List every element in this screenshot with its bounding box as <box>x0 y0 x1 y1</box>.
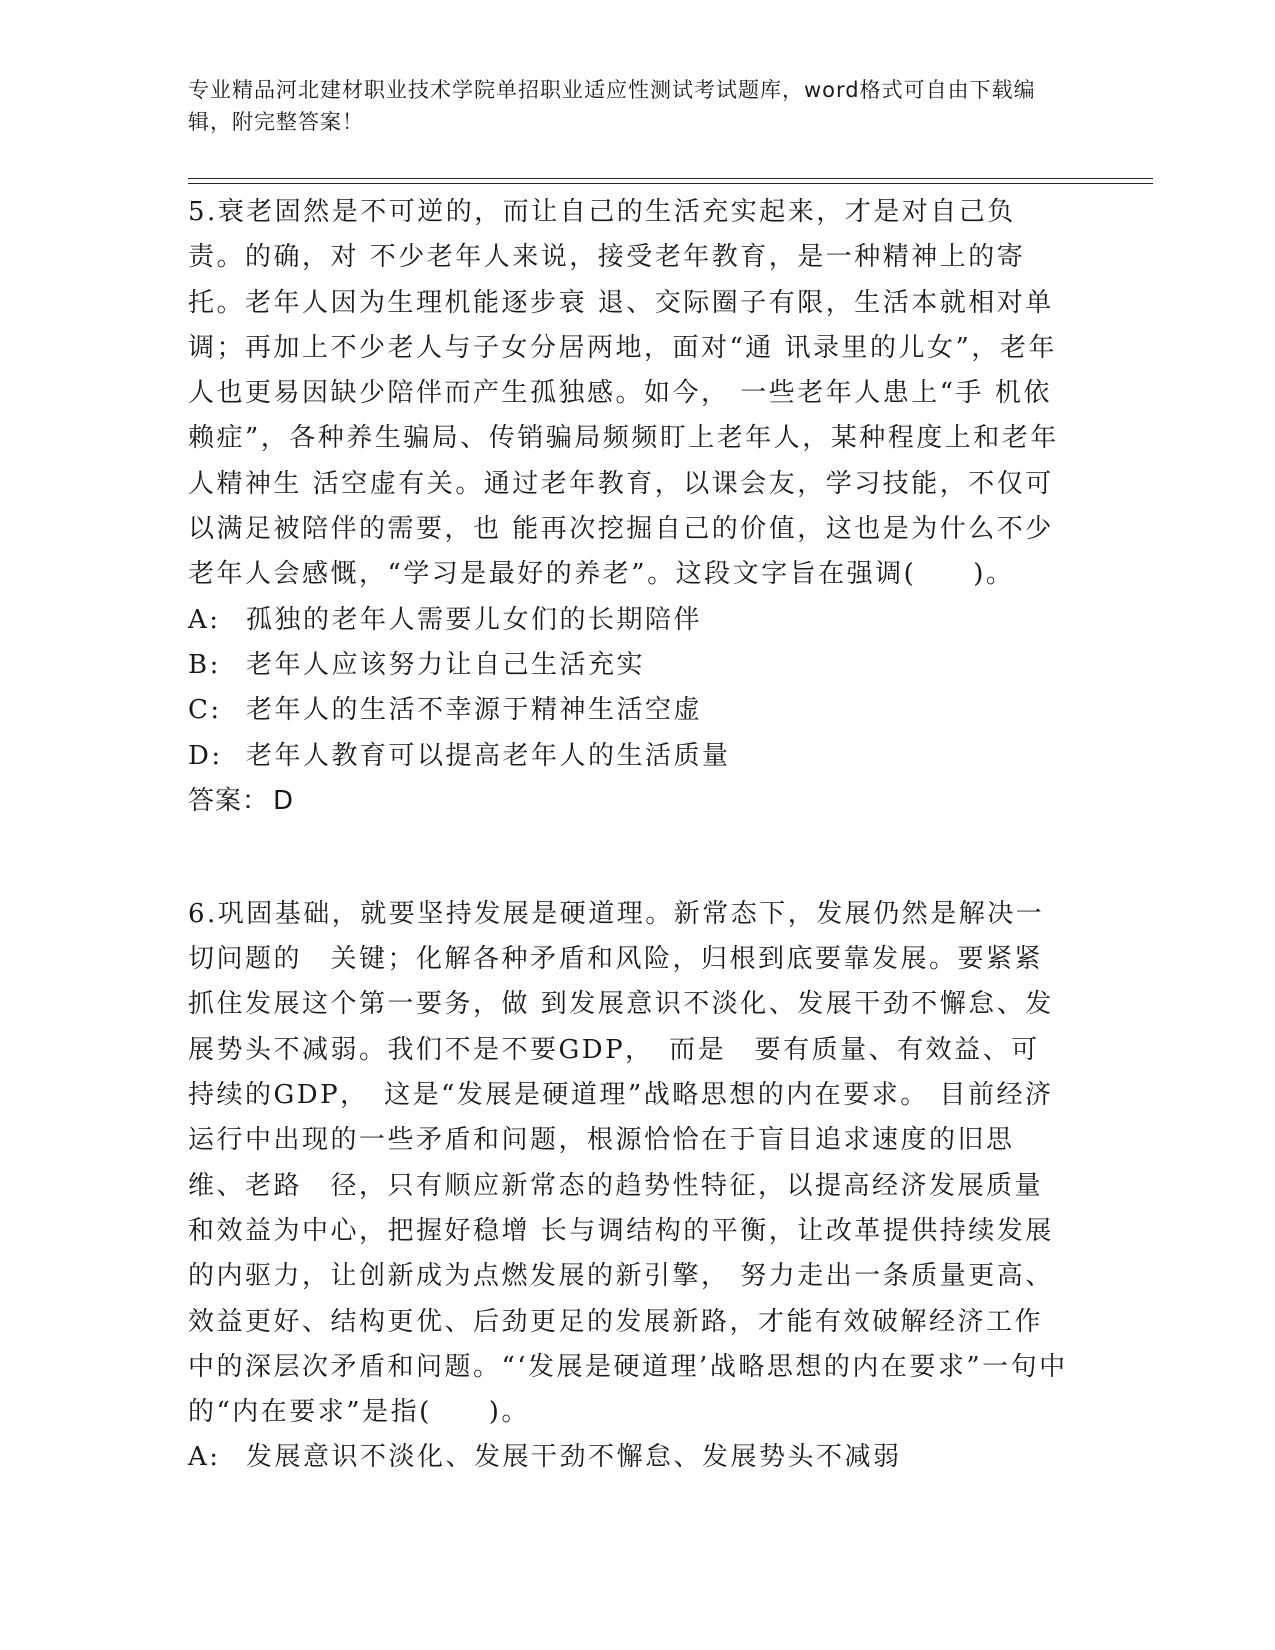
option-a <box>188 1435 1068 1480</box>
question-list <box>188 190 1068 1481</box>
option-text: 老年人教育可以提高老年人的生活质量 <box>246 740 731 771</box>
question-stem: 5.衰老固然是不可逆的，而让自己的生活充实起来，才是对自己负责。的确，对 不少老年人来说，接受老年教育，是一种精神上的寄托。老年人因为生理机能逐步衰 退、交际圈子有限，生活本就相对单调；再加上不少老人与子女分居两地，面对“通 讯录里的儿女”，老年人也更易因缺少陪伴而产生孤独感。如今， 一些老年人患上“手 机依赖症”，各种养生骗局、传销骗局频频盯上老年人，某种程度上和老年人精神生 活空虚有关。通过老年教育，以课会友，学习技能，不仅可以满足被陪伴的需要，也 能再次挖掘自己的价值，这也是为什么不少老年人会感慨，“学习是最好的养老”。这段文字旨在强调( )。 <box>188 197 1059 590</box>
page-header: 专业精品河北建材职业技术学院单招职业适应性测试考试题库，word格式可自由下载编辑，附完整答案！ <box>188 78 1036 134</box>
option-a <box>188 598 1068 643</box>
option-d <box>188 734 1068 779</box>
option-text: 老年人的生活不幸源于精神生活空虚 <box>246 695 703 726</box>
option-letter: A: <box>188 1442 221 1473</box>
option-letter: A: <box>188 604 221 635</box>
answer-line <box>188 779 1068 824</box>
option-text: 老年人应该努力让自己生活充实 <box>246 649 646 680</box>
question-spacer <box>188 824 1068 892</box>
header-divider-bottom <box>188 183 1153 184</box>
option-b <box>188 643 1068 688</box>
question-stem: 6.巩固基础，就要坚持发展是硬道理。新常态下，发展仍然是解决一切问题的 关键；化解各种矛盾和风险，归根到底要靠发展。要紧紧抓住发展这个第一要务，做 到发展意识不淡化、发展干劲不懈怠、发展势头不减弱。我们不是不要GDP， 而是 要有质量、有效益、可持续的GDP， 这是“发展是硬道理”战略思想的内在要求。 目前经济运行中出现的一些矛盾和问题，根源恰恰在于盲目追求速度的旧思维、老路 径，只有顺应新常态的趋势性特征，以提高经济发展质量和效益为中心，把握好稳增 长与调结构的平衡，让改革提供持续发展的内驱力，让创新成为点燃发展的新引擎， 努力走出一条质量更高、效益更好、结构更优、后劲更足的发展新路，才能有效破解经济工作中的深层次矛盾和问题。“‘发展是硬道理’战略思想的内在要求”一句中的“内在要求”是指( )。 <box>188 898 1068 1428</box>
question-6 <box>188 892 1068 1481</box>
answer-label: 答案： <box>188 785 270 816</box>
option-text: 孤独的老年人需要儿女们的长期陪伴 <box>246 604 703 635</box>
option-letter: B: <box>188 649 221 680</box>
option-letter: D: <box>188 740 223 771</box>
answer-value: D <box>273 785 295 816</box>
option-letter: C: <box>188 695 222 726</box>
question-5 <box>188 190 1068 824</box>
option-text: 发展意识不淡化、发展干劲不懈怠、发展势头不减弱 <box>246 1442 902 1473</box>
option-c <box>188 688 1068 733</box>
header-divider-top <box>188 178 1153 179</box>
